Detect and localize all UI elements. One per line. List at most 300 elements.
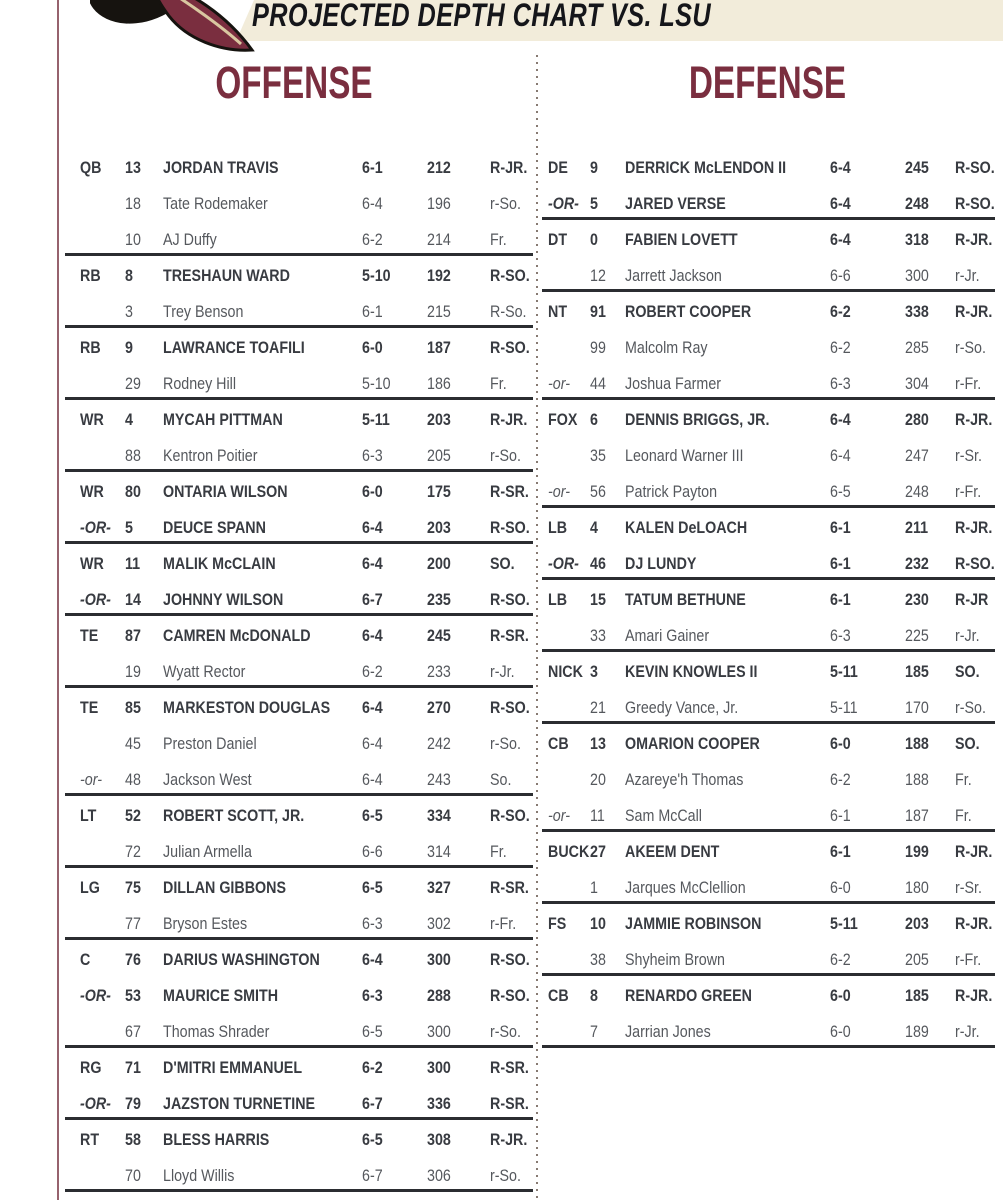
- player-row: [63, 1158, 525, 1194]
- player-row: [540, 186, 995, 222]
- position-group: [540, 906, 995, 978]
- player-num: 91: [590, 302, 606, 321]
- player-name: Wyatt Rector: [163, 662, 246, 681]
- player-name: Jarques McClellion: [625, 878, 746, 897]
- player-name: ONTARIA WILSON: [163, 482, 288, 501]
- player-wt: 200: [427, 554, 451, 573]
- player-cls: r-So.: [955, 338, 986, 357]
- player-row: [540, 474, 995, 510]
- player-wt: 192: [427, 266, 451, 285]
- player-cls: r-So.: [955, 698, 986, 717]
- player-row: [540, 438, 995, 474]
- player-row: [63, 294, 525, 330]
- offense-column: [63, 57, 530, 1194]
- player-name: KEVIN KNOWLES II: [625, 662, 758, 681]
- player-row: [540, 582, 995, 618]
- position-group: [63, 474, 530, 546]
- player-wt: 285: [905, 338, 929, 357]
- player-num: 85: [125, 698, 141, 717]
- defense-column: [540, 57, 995, 1050]
- player-pos: CB: [548, 734, 569, 753]
- player-num: 9: [125, 338, 133, 357]
- player-ht: 6-0: [830, 734, 851, 753]
- player-name: JARED VERSE: [625, 194, 726, 213]
- player-cls: r-Fr.: [490, 914, 517, 933]
- player-cls: r-Fr.: [955, 482, 982, 501]
- column-divider-dotted: [536, 55, 538, 1200]
- player-name: Jarrett Jackson: [625, 266, 722, 285]
- player-pos: RT: [80, 1130, 100, 1149]
- player-row: [540, 654, 995, 690]
- player-cls: R-SR.: [490, 482, 529, 501]
- player-wt: 300: [427, 1058, 451, 1077]
- player-wt: 304: [905, 374, 929, 393]
- player-cls: Fr.: [490, 842, 507, 861]
- player-name: AKEEM DENT: [625, 842, 720, 861]
- player-cls: R-JR.: [490, 1130, 528, 1149]
- player-cls: SO.: [955, 662, 980, 681]
- player-wt: 211: [905, 518, 929, 537]
- player-ht: 6-5: [362, 1130, 383, 1149]
- player-num: 11: [590, 806, 605, 825]
- position-group: [63, 1122, 528, 1194]
- player-num: 52: [125, 806, 141, 825]
- player-ht: 6-4: [830, 410, 851, 429]
- player-name: CAMREN McDONALD: [163, 626, 311, 645]
- defense-heading: DEFENSE: [688, 57, 847, 108]
- player-name: Preston Daniel: [163, 734, 257, 753]
- player-cls: Fr.: [955, 770, 972, 789]
- player-pos: RG: [80, 1058, 102, 1077]
- player-pos: [548, 438, 590, 474]
- player-ht: 6-4: [830, 158, 851, 177]
- player-num: 20: [590, 770, 606, 789]
- position-group: [63, 690, 530, 798]
- player-wt: 205: [427, 446, 451, 465]
- player-ht: 6-7: [362, 1094, 383, 1113]
- player-cls: R-JR.: [490, 158, 528, 177]
- player-row: [63, 1050, 529, 1086]
- player-num: 5: [125, 518, 133, 537]
- player-name: AJ Duffy: [163, 230, 217, 249]
- position-group: [540, 402, 995, 510]
- player-ht: 6-1: [830, 554, 851, 573]
- player-cls: R-SO.: [955, 158, 995, 177]
- player-pos: [80, 906, 125, 942]
- player-num: 45: [125, 734, 141, 753]
- player-name: MAURICE SMITH: [163, 986, 279, 1005]
- player-pos: [548, 942, 590, 978]
- player-wt: 300: [427, 1022, 451, 1041]
- player-name: Bryson Estes: [163, 914, 248, 933]
- position-group: [63, 870, 529, 942]
- player-name: Leonard Warner III: [625, 446, 744, 465]
- player-row: [540, 906, 995, 942]
- player-name: Greedy Vance, Jr.: [625, 698, 739, 717]
- player-row: [63, 546, 525, 582]
- player-num: 8: [125, 266, 133, 285]
- player-wt: 338: [905, 302, 929, 321]
- player-ht: 6-0: [830, 878, 851, 897]
- player-ht: 5-11: [830, 914, 858, 933]
- player-num: 13: [125, 158, 141, 177]
- player-wt: 214: [427, 230, 451, 249]
- player-ht: 6-6: [830, 266, 851, 285]
- player-num: 8: [590, 986, 598, 1005]
- player-ht: 5-10: [362, 266, 391, 285]
- player-cls: r-So.: [490, 734, 521, 753]
- player-row: [63, 366, 525, 402]
- player-cls: R-SO.: [490, 806, 530, 825]
- player-row: [63, 222, 525, 258]
- player-pos: [548, 258, 590, 294]
- player-pos: DE: [548, 158, 568, 177]
- player-num: 6: [590, 410, 598, 429]
- player-pos: -or-: [548, 806, 570, 825]
- player-row: [63, 1014, 525, 1050]
- player-cls: R-SO.: [490, 950, 530, 969]
- player-pos: NT: [548, 302, 568, 321]
- player-pos: -OR-: [548, 554, 579, 573]
- player-row: [63, 978, 530, 1014]
- player-name: BLESS HARRIS: [163, 1130, 270, 1149]
- player-row: [63, 582, 530, 618]
- player-cls: R-JR.: [955, 986, 993, 1005]
- player-name: JOHNNY WILSON: [163, 590, 284, 609]
- position-group: [540, 654, 995, 726]
- player-wt: 215: [427, 302, 451, 321]
- position-group: [540, 582, 995, 654]
- player-row: [540, 222, 995, 258]
- player-name: Jarrian Jones: [625, 1022, 711, 1041]
- player-pos: [80, 1014, 125, 1050]
- player-cls: R-SO.: [490, 986, 530, 1005]
- player-name: Jackson West: [163, 770, 252, 789]
- player-ht: 5-11: [830, 698, 858, 717]
- player-pos: -or-: [548, 374, 570, 393]
- player-cls: R-JR.: [955, 230, 993, 249]
- player-pos: RB: [80, 338, 101, 357]
- player-row: [540, 870, 995, 906]
- player-num: 87: [125, 626, 141, 645]
- seminole-head-logo: [90, 0, 268, 60]
- player-pos: WR: [80, 554, 104, 573]
- player-name: Tate Rodemaker: [163, 194, 268, 213]
- player-cls: r-Jr.: [955, 626, 980, 645]
- position-group: [540, 150, 995, 222]
- player-name: Joshua Farmer: [625, 374, 722, 393]
- player-pos: QB: [80, 158, 102, 177]
- player-wt: 314: [427, 842, 451, 861]
- player-name: MYCAH PITTMAN: [163, 410, 283, 429]
- player-pos: [80, 726, 125, 762]
- player-name: DARIUS WASHINGTON: [163, 950, 320, 969]
- player-cls: r-Jr.: [955, 266, 980, 285]
- player-ht: 6-4: [362, 698, 383, 717]
- player-ht: 6-2: [830, 338, 851, 357]
- position-group: [540, 834, 995, 906]
- position-group: [63, 330, 530, 402]
- player-name: MARKESTON DOUGLAS: [163, 698, 331, 717]
- player-ht: 6-4: [362, 194, 383, 213]
- player-pos: WR: [80, 410, 104, 429]
- player-ht: 6-6: [362, 842, 383, 861]
- player-pos: -OR-: [80, 1094, 111, 1113]
- position-group: [63, 942, 530, 1050]
- player-num: 3: [125, 302, 133, 321]
- player-row: [63, 726, 525, 762]
- player-row: [540, 294, 995, 330]
- player-wt: 300: [905, 266, 929, 285]
- player-wt: 302: [427, 914, 451, 933]
- player-cls: R-JR.: [955, 518, 993, 537]
- player-ht: 5-11: [362, 410, 390, 429]
- player-ht: 6-3: [362, 986, 383, 1005]
- player-wt: 199: [905, 842, 929, 861]
- player-pos: [80, 1158, 125, 1194]
- player-name: Malcolm Ray: [625, 338, 708, 357]
- player-ht: 6-1: [830, 806, 851, 825]
- player-name: JAZSTON TURNETINE: [163, 1094, 316, 1113]
- player-pos: [80, 834, 125, 870]
- player-num: 29: [125, 374, 141, 393]
- player-wt: 248: [905, 482, 929, 501]
- player-num: 21: [590, 698, 606, 717]
- player-cls: R-JR.: [955, 410, 993, 429]
- player-pos: LT: [80, 806, 97, 825]
- player-num: 38: [590, 950, 606, 969]
- player-pos: RB: [80, 266, 101, 285]
- player-name: LAWRANCE TOAFILI: [163, 338, 305, 357]
- player-cls: R-JR.: [955, 914, 993, 933]
- player-row: [63, 150, 528, 186]
- player-num: 1: [590, 878, 598, 897]
- player-num: 88: [125, 446, 141, 465]
- player-row: [63, 1122, 528, 1158]
- position-group: [63, 798, 530, 870]
- player-ht: 6-1: [830, 590, 851, 609]
- player-num: 44: [590, 374, 606, 393]
- player-wt: 188: [905, 770, 929, 789]
- player-pos: [548, 762, 590, 798]
- player-num: 13: [590, 734, 606, 753]
- player-num: 14: [125, 590, 141, 609]
- player-ht: 6-0: [362, 338, 383, 357]
- player-cls: Fr.: [955, 806, 972, 825]
- player-row: [63, 330, 530, 366]
- player-cls: R-SO.: [490, 518, 530, 537]
- player-row: [540, 618, 995, 654]
- player-cls: R-JR.: [955, 842, 993, 861]
- player-wt: 300: [427, 950, 451, 969]
- player-ht: 6-4: [362, 554, 383, 573]
- player-ht: 6-7: [362, 590, 383, 609]
- player-row: [63, 402, 528, 438]
- player-pos: TE: [80, 626, 99, 645]
- player-cls: R-SO.: [955, 554, 995, 573]
- player-pos: DT: [548, 230, 568, 249]
- defense-groups: [540, 150, 995, 1050]
- player-name: OMARION COOPER: [625, 734, 760, 753]
- player-name: Trey Benson: [163, 302, 244, 321]
- player-pos: -or-: [80, 770, 102, 789]
- player-wt: 170: [905, 698, 929, 717]
- player-wt: 187: [427, 338, 451, 357]
- player-ht: 6-0: [830, 986, 851, 1005]
- player-row: [63, 474, 529, 510]
- player-num: 79: [125, 1094, 141, 1113]
- player-row: [540, 330, 995, 366]
- player-wt: 212: [427, 158, 451, 177]
- player-name: ROBERT SCOTT, JR.: [163, 806, 305, 825]
- player-row: [63, 1086, 529, 1122]
- player-wt: 248: [905, 194, 929, 213]
- player-name: TATUM BETHUNE: [625, 590, 746, 609]
- player-num: 53: [125, 986, 141, 1005]
- player-row: [540, 366, 995, 402]
- player-name: Sam McCall: [625, 806, 702, 825]
- player-name: Thomas Shrader: [163, 1022, 270, 1041]
- player-row: [540, 510, 995, 546]
- player-row: [63, 906, 525, 942]
- player-wt: 245: [427, 626, 451, 645]
- player-pos: -OR-: [548, 194, 579, 213]
- player-pos: [80, 366, 125, 402]
- player-pos: WR: [80, 482, 104, 501]
- left-margin-rule: [57, 0, 59, 1200]
- player-pos: [80, 222, 125, 258]
- player-num: 72: [125, 842, 141, 861]
- player-name: ROBERT COOPER: [625, 302, 752, 321]
- player-num: 15: [590, 590, 606, 609]
- player-ht: 6-4: [362, 770, 383, 789]
- player-num: 9: [590, 158, 598, 177]
- player-num: 5: [590, 194, 598, 213]
- position-group: [540, 726, 995, 834]
- player-ht: 6-1: [362, 302, 383, 321]
- player-ht: 6-2: [830, 950, 851, 969]
- player-cls: Fr.: [490, 374, 507, 393]
- player-name: FABIEN LOVETT: [625, 230, 738, 249]
- player-name: Amari Gainer: [625, 626, 710, 645]
- player-cls: Fr.: [490, 230, 507, 249]
- player-ht: 6-1: [830, 842, 851, 861]
- player-row: [540, 834, 995, 870]
- player-cls: R-JR: [955, 590, 989, 609]
- player-ht: 6-2: [362, 662, 383, 681]
- player-pos: FS: [548, 914, 567, 933]
- player-wt: 185: [905, 986, 929, 1005]
- player-name: Rodney Hill: [163, 374, 237, 393]
- player-wt: 235: [427, 590, 451, 609]
- player-cls: r-Sr.: [955, 446, 982, 465]
- player-num: 10: [590, 914, 606, 933]
- player-cls: R-JR.: [490, 410, 528, 429]
- position-group: [63, 1050, 529, 1122]
- player-row: [540, 150, 995, 186]
- player-num: 0: [590, 230, 598, 249]
- player-ht: 6-3: [362, 446, 383, 465]
- position-group: [540, 294, 995, 402]
- position-group: [63, 546, 530, 618]
- player-num: 19: [125, 662, 141, 681]
- player-ht: 6-2: [362, 230, 383, 249]
- player-cls: SO.: [955, 734, 980, 753]
- player-num: 46: [590, 554, 606, 573]
- player-pos: [548, 1014, 590, 1050]
- player-pos: FOX: [548, 410, 578, 429]
- player-name: DILLAN GIBBONS: [163, 878, 286, 897]
- player-row: [63, 438, 525, 474]
- player-wt: 230: [905, 590, 929, 609]
- position-group: [540, 510, 995, 582]
- player-wt: 242: [427, 734, 451, 753]
- position-group: [63, 258, 530, 330]
- player-ht: 6-3: [830, 374, 851, 393]
- player-ht: 6-4: [362, 626, 383, 645]
- player-row: [63, 618, 529, 654]
- player-cls: r-Jr.: [490, 662, 515, 681]
- player-ht: 6-5: [362, 806, 383, 825]
- player-wt: 187: [905, 806, 929, 825]
- player-name: DERRICK McLENDON II: [625, 158, 787, 177]
- player-pos: LB: [548, 518, 568, 537]
- player-pos: [548, 618, 590, 654]
- player-wt: 205: [905, 950, 929, 969]
- position-group: [540, 222, 995, 294]
- player-pos: -OR-: [80, 518, 111, 537]
- player-wt: 232: [905, 554, 929, 573]
- player-row: [63, 690, 530, 726]
- player-cls: r-So.: [490, 446, 521, 465]
- player-name: Azareye'h Thomas: [625, 770, 744, 789]
- position-group: [63, 618, 529, 690]
- player-ht: 6-5: [362, 878, 383, 897]
- player-pos: BUCK: [548, 842, 590, 861]
- player-pos: [548, 690, 590, 726]
- player-ht: 6-7: [362, 1166, 383, 1185]
- player-name: DENNIS BRIGGS, JR.: [625, 410, 770, 429]
- player-row: [63, 834, 525, 870]
- player-num: 77: [125, 914, 141, 933]
- player-name: TRESHAUN WARD: [163, 266, 290, 285]
- player-wt: 189: [905, 1022, 929, 1041]
- player-cls: R-SO.: [490, 338, 530, 357]
- player-cls: r-Sr.: [955, 878, 982, 897]
- player-cls: R-So.: [490, 302, 527, 321]
- player-ht: 5-10: [362, 374, 391, 393]
- player-cls: SO.: [490, 554, 515, 573]
- player-cls: R-SR.: [490, 626, 529, 645]
- player-wt: 196: [427, 194, 451, 213]
- player-ht: 6-2: [830, 302, 851, 321]
- player-ht: 6-4: [362, 734, 383, 753]
- player-wt: 188: [905, 734, 929, 753]
- player-num: 4: [590, 518, 598, 537]
- player-pos: CB: [548, 986, 569, 1005]
- player-wt: 306: [427, 1166, 451, 1185]
- player-row: [540, 258, 995, 294]
- player-cls: r-Jr.: [955, 1022, 980, 1041]
- player-pos: [548, 330, 590, 366]
- player-row: [63, 942, 530, 978]
- player-num: 33: [590, 626, 606, 645]
- player-row: [63, 798, 530, 834]
- player-row: [540, 726, 995, 762]
- player-num: 3: [590, 662, 598, 681]
- player-wt: 225: [905, 626, 929, 645]
- player-wt: 185: [905, 662, 929, 681]
